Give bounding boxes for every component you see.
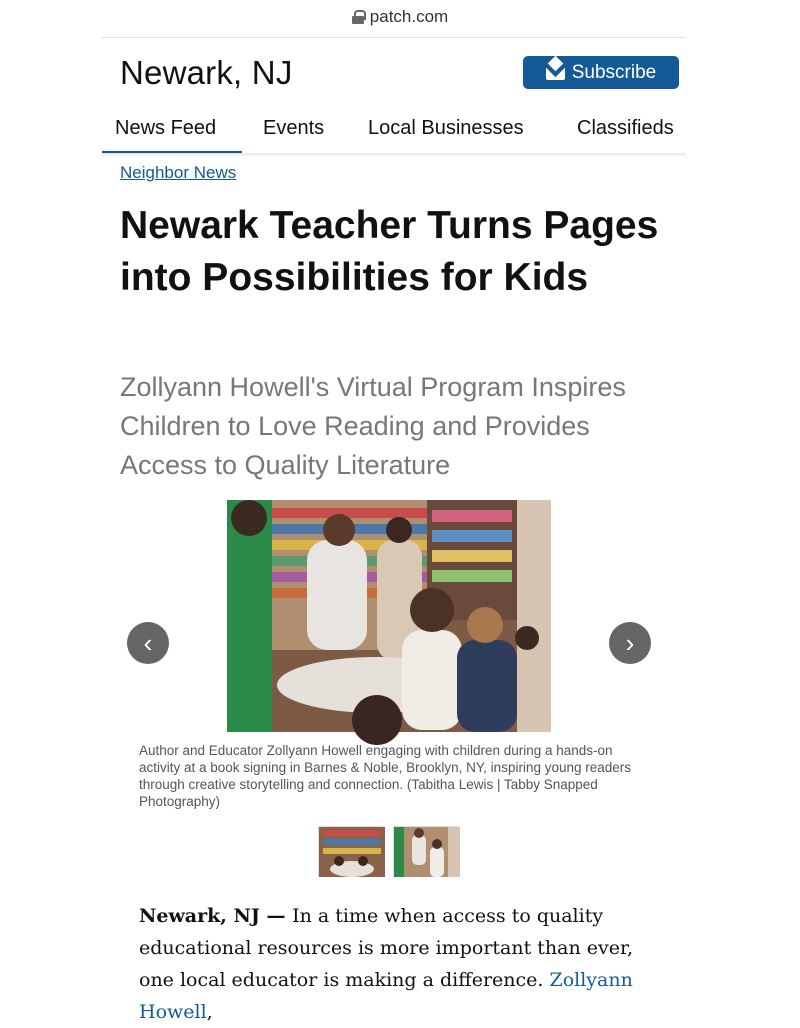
nav-shadow xyxy=(102,153,686,157)
browser-url-bar[interactable] xyxy=(0,0,800,34)
chevron-right-icon: › xyxy=(625,628,635,658)
nav-tab-events[interactable]: Events xyxy=(263,117,325,139)
site-title[interactable]: Newark, NJ xyxy=(120,54,293,91)
gallery-main-photo[interactable] xyxy=(227,500,551,732)
url-text: patch.com xyxy=(369,7,449,26)
article-subheadline: Zollyann Howell's Virtual Program Inspires Children to Love Reading and Provides Access to Quality Literature xyxy=(120,372,626,480)
nav-tab-local-businesses[interactable]: Local Businesses xyxy=(368,117,524,139)
photo-caption: Author and Educator Zollyann Howell engaging with children during a hands-on activity at a book signing in Barnes & Noble, Brooklyn, NY, inspiring young readers through creative storytelling and connection. (Tabitha Lewis | Tabby Snapped Photography) xyxy=(139,743,632,809)
dateline-dash: — xyxy=(259,905,293,927)
body-trailing: , xyxy=(206,1001,213,1023)
gallery-thumbnail-1[interactable] xyxy=(318,826,384,876)
nav-tab-news-feed[interactable]: News Feed xyxy=(102,112,242,154)
author-link[interactable]: Zollyann Howell xyxy=(139,969,633,1023)
dateline: Newark, NJ xyxy=(139,905,260,927)
thumbnail-1-image xyxy=(319,827,385,877)
gallery-prev-button[interactable] xyxy=(127,622,169,664)
bookstore-photo xyxy=(227,500,551,732)
gallery-next-button[interactable] xyxy=(609,622,651,664)
article-headline: Newark Teacher Turns Pages into Possibilities for Kids xyxy=(120,204,659,299)
thumbnail-2-image xyxy=(394,827,460,877)
lock-icon xyxy=(352,10,364,24)
site-header xyxy=(102,38,686,154)
gallery-thumbnail-2[interactable] xyxy=(393,826,459,876)
section-nav xyxy=(102,112,686,154)
chevron-left-icon: ‹ xyxy=(143,628,153,658)
article-body-paragraph xyxy=(139,900,659,1028)
subscribe-label: Subscribe xyxy=(571,61,657,83)
body-text: In a time when access to quality educational resources is more important than ever, one local educator is making a difference. xyxy=(139,905,634,991)
subscribe-button[interactable] xyxy=(523,56,679,89)
envelope-icon xyxy=(546,66,565,80)
category-link[interactable]: Neighbor News xyxy=(120,163,237,182)
nav-tab-classifieds[interactable]: Classifieds xyxy=(577,117,674,139)
